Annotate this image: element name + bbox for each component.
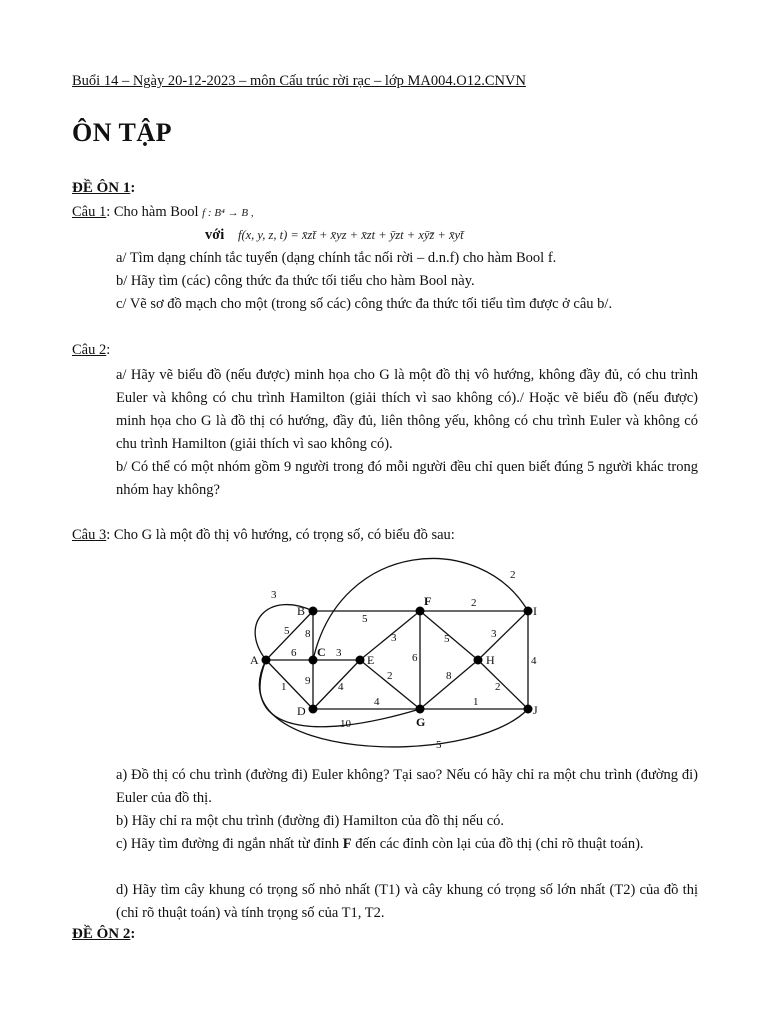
- vertex-label-F: F: [424, 594, 432, 608]
- question-3a: a) Đồ thị có chu trình (đường đi) Euler không? Tại sao? Nếu có hãy chỉ ra một chu trình (đường đi) Euler của đồ thị.: [116, 767, 698, 806]
- with-label: với: [205, 227, 225, 243]
- exam-2-label: ĐỀ ÔN 2: [72, 926, 131, 942]
- vertex-label-B: B: [297, 604, 306, 618]
- question-1c: c/ Vẽ sơ đồ mạch cho một (trong số các) công thức đa thức tối tiểu tìm được ở câu b/.: [116, 296, 613, 312]
- edge-D-E: [313, 660, 360, 709]
- edge-H-J: [478, 660, 528, 709]
- edge-D-G-curve: [260, 660, 420, 727]
- vertex-I: [524, 607, 533, 616]
- weight-F-G: 6: [412, 652, 418, 664]
- vertex-label-I: I: [533, 604, 537, 618]
- vertex-label-G: G: [416, 715, 426, 729]
- question-1-text: : Cho hàm Bool: [106, 204, 203, 220]
- question-1a: a/ Tìm dạng chính tắc tuyển (dạng chính tắc nối rời – d.n.f) cho hàm Bool f.: [116, 250, 557, 266]
- vertex-label-J: J: [533, 703, 538, 717]
- vertex-E: [356, 656, 365, 665]
- weight-B-F: 5: [362, 613, 368, 625]
- weight-F-H: 5: [444, 633, 450, 645]
- question-3c-pre: c) Hãy tìm đường đi ngắn nhất từ đỉnh: [116, 836, 343, 852]
- question-2b: b/ Có thể có một nhóm gồm 9 người trong đó mỗi người đều chỉ quen biết đúng 5 người khác trong nhóm hay không?: [116, 459, 698, 498]
- question-3c-vertex: F: [342, 836, 352, 852]
- vertex-label-E: E: [367, 653, 375, 667]
- question-3c: [116, 833, 698, 856]
- weight-I-J: 4: [531, 655, 537, 667]
- question-3b: b) Hãy chỉ ra một chu trình (đường đi) Hamilton của đồ thị nếu có.: [116, 813, 505, 829]
- vertex-label-D: D: [297, 704, 306, 718]
- vertex-J: [524, 705, 533, 714]
- weight-C-I-curve: 2: [510, 569, 516, 581]
- question-2-label: Câu 2: [72, 342, 107, 358]
- weight-E-G: 2: [387, 670, 393, 682]
- vertex-D: [309, 705, 318, 714]
- exam-2-colon: :: [130, 926, 136, 942]
- vertex-G: [416, 705, 425, 714]
- exam-2-heading: [72, 926, 135, 943]
- exam-1-label: ĐỀ ÔN 1: [72, 180, 131, 196]
- vertex-H: [474, 656, 483, 665]
- bool-function-domain: f : B⁴ → B ,: [202, 207, 254, 219]
- weight-E-F: 3: [391, 632, 397, 644]
- edge-G-H: [420, 660, 478, 709]
- vertex-label-C: C: [317, 645, 326, 659]
- weight-H-I: 3: [491, 628, 497, 640]
- weight-H-J: 2: [495, 681, 501, 693]
- weight-G-J: 1: [473, 696, 479, 708]
- question-3-label: Câu 3: [72, 527, 107, 543]
- weight-G-H: 8: [446, 670, 452, 682]
- weight-D-G: 4: [374, 696, 380, 708]
- weight-A-J: 5: [436, 739, 442, 751]
- question-3d: d) Hãy tìm cây khung có trọng số nhỏ nhất (T1) và cây khung có trọng số lớn nhất (T2) của đồ thị (chỉ rõ thuật toán) và tính trọng số của T1, T2.: [116, 882, 698, 921]
- weight-D-E: 4: [338, 681, 344, 693]
- page-title: ÔN TẬP: [72, 118, 173, 147]
- weight-C-D: 9: [305, 675, 311, 687]
- weight-A-B-curve: 3: [271, 589, 277, 601]
- edge-E-G: [360, 660, 420, 709]
- vertex-B: [309, 607, 318, 616]
- question-3-text: : Cho G là một đồ thị vô hướng, có trọng số, có biểu đồ sau:: [106, 527, 455, 543]
- vertex-label-A: A: [250, 653, 259, 667]
- question-3c-post: đến các đỉnh còn lại của đồ thị (chỉ rõ thuật toán).: [351, 836, 644, 852]
- question-2a: a/ Hãy vẽ biểu đồ (nếu được) minh họa cho G là một đồ thị vô hướng, không đầy đủ, có chu trình Euler và không có chu trình Hamilton (giải thích vì sao không có)./ Hoặc vẽ biểu đồ (nếu được) minh họa cho G là đồ thị có hướng, đầy đủ, liên thông yếu, không có chu trình Euler và không có chu trình Hamilton (giải thích vì sao không có).: [116, 367, 698, 452]
- weight-D-G-curve: 10: [340, 718, 351, 730]
- question-1b: b/ Hãy tìm (các) công thức đa thức tối tiểu cho hàm Bool này.: [116, 273, 475, 289]
- weight-F-I: 2: [471, 597, 477, 609]
- vertex-label-H: H: [486, 653, 495, 667]
- question-1-label: Câu 1: [72, 204, 107, 220]
- weight-B-C: 8: [305, 628, 311, 640]
- vertex-A: [262, 656, 271, 665]
- weight-A-D: 1: [281, 681, 287, 693]
- weight-A-B: 5: [284, 625, 290, 637]
- weight-C-E: 3: [336, 647, 342, 659]
- weight-A-C: 6: [291, 647, 297, 659]
- exam-1-colon: :: [130, 180, 136, 196]
- session-header: Buổi 14 – Ngày 20-12-2023 – môn Cấu trúc rời rạc – lớp MA004.O12.CNVN: [72, 73, 526, 89]
- question-2-colon: :: [106, 342, 111, 358]
- bool-function-formula: f(x, y, z, t) = x̄zt̄ + x̄yz + x̄zt + ȳzt + xȳz̄ + x̄yt̄: [238, 228, 464, 242]
